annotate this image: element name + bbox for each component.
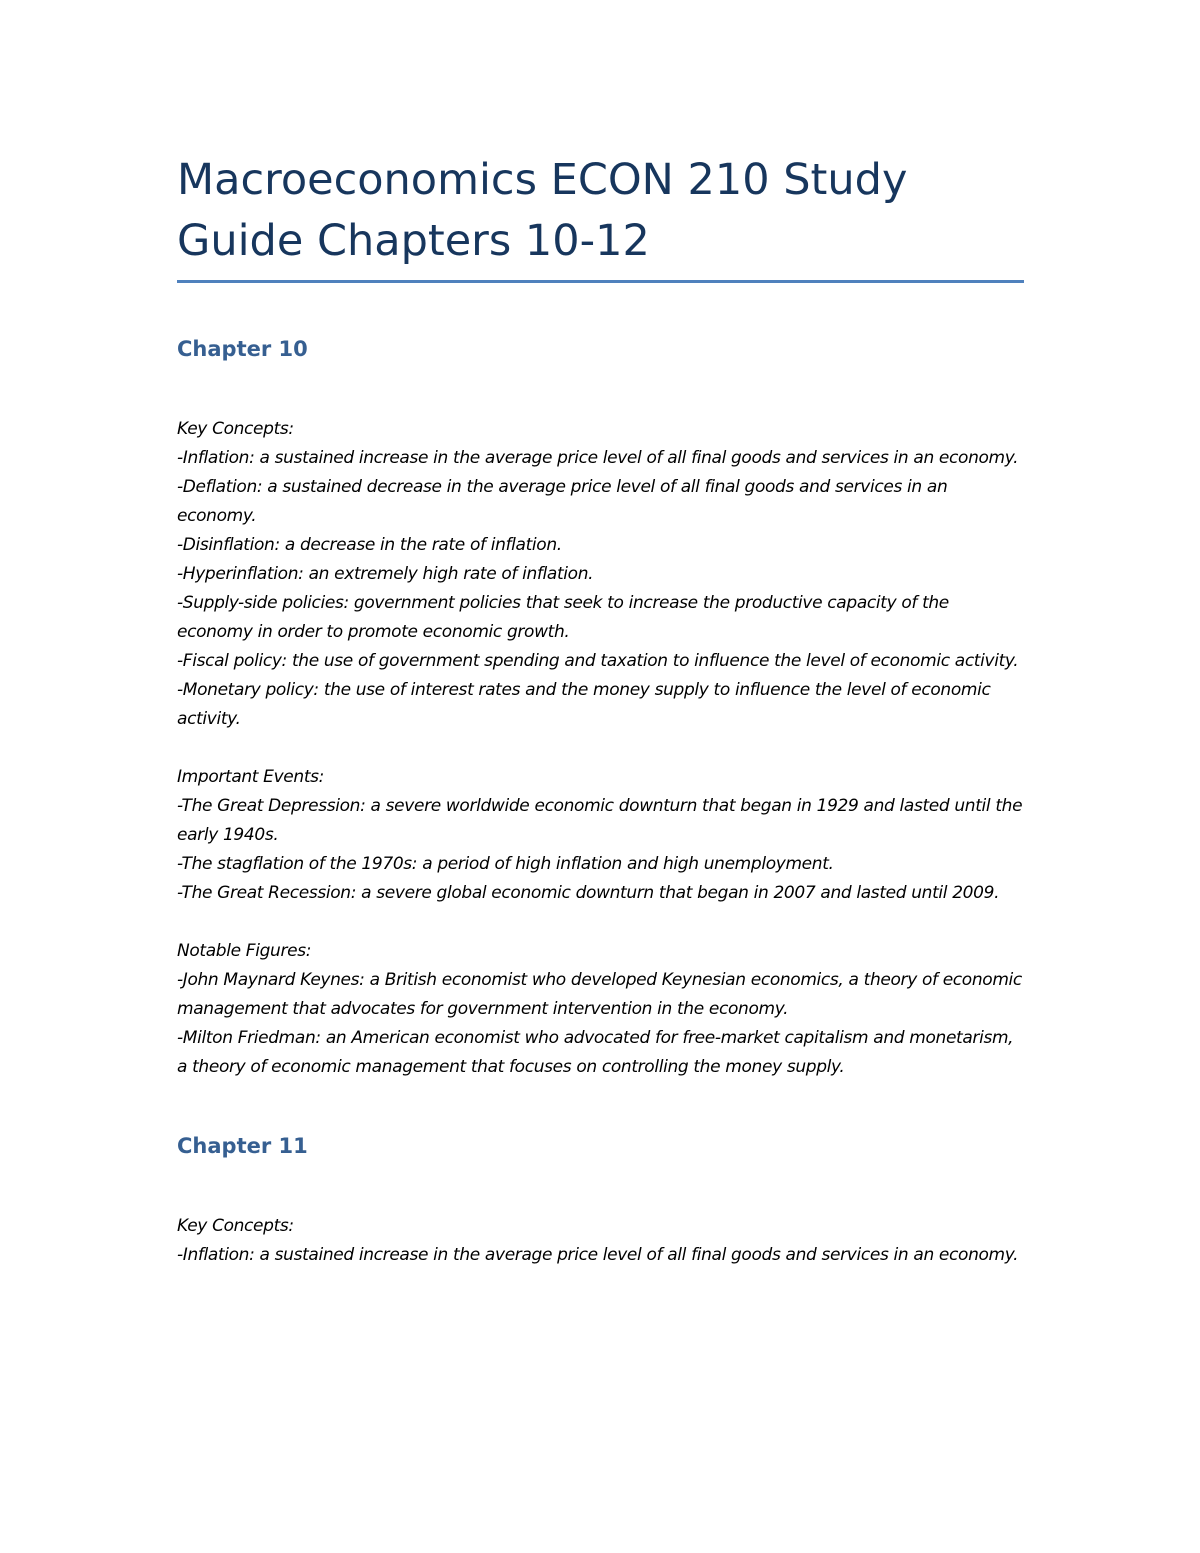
list-item: -Milton Friedman: an American economist who advocated for free-market capitalism and monetarism, a theory of economic management that focuses on controlling the money supply. xyxy=(177,1028,1014,1077)
section-label: Key Concepts: xyxy=(177,1216,294,1236)
list-item: -Supply-side policies: government policies that seek to increase the productive capacity of the economy in order to promote economic growth. xyxy=(177,593,949,642)
list-item: -Monetary policy: the use of interest rates and the money supply to influence the level of economic activity. xyxy=(177,680,991,729)
notable-figures-section xyxy=(177,937,1024,1082)
section-label: Key Concepts: xyxy=(177,419,294,439)
document-title: Macroeconomics ECON 210 Study Guide Chapters 10-12 xyxy=(177,155,908,266)
list-item: -Inflation: a sustained increase in the average price level of all final goods and services in an economy. xyxy=(177,1245,1019,1265)
chapter-heading: Chapter 11 xyxy=(177,1134,308,1158)
list-item: -John Maynard Keynes: a British economist who developed Keynesian economics, a theory of economic management that advocates for government intervention in the economy. xyxy=(177,970,1022,1019)
key-concepts-section xyxy=(177,1212,1024,1270)
document-content xyxy=(177,150,1024,1270)
list-item: -Inflation: a sustained increase in the average price level of all final goods and services in an economy. xyxy=(177,448,1019,468)
section-label: Notable Figures: xyxy=(177,941,312,961)
chapter-heading: Chapter 10 xyxy=(177,337,308,361)
important-events-section xyxy=(177,763,1024,908)
list-item: -The Great Recession: a severe global economic downturn that began in 2007 and lasted until 2009. xyxy=(177,883,1000,903)
list-item: -Fiscal policy: the use of government spending and taxation to influence the level of economic activity. xyxy=(177,651,1019,671)
title-underline xyxy=(177,280,1024,283)
key-concepts-section xyxy=(177,415,1024,734)
list-item: -Deflation: a sustained decrease in the average price level of all final goods and services in an economy. xyxy=(177,477,948,526)
list-item: -The stagflation of the 1970s: a period of high inflation and high unemployment. xyxy=(177,854,834,874)
section-label: Important Events: xyxy=(177,767,325,787)
list-item: -The Great Depression: a severe worldwide economic downturn that began in 1929 and lasted until the early 1940s. xyxy=(177,796,1023,845)
list-item: -Hyperinflation: an extremely high rate of inflation. xyxy=(177,564,594,584)
list-item: -Disinflation: a decrease in the rate of inflation. xyxy=(177,535,562,555)
